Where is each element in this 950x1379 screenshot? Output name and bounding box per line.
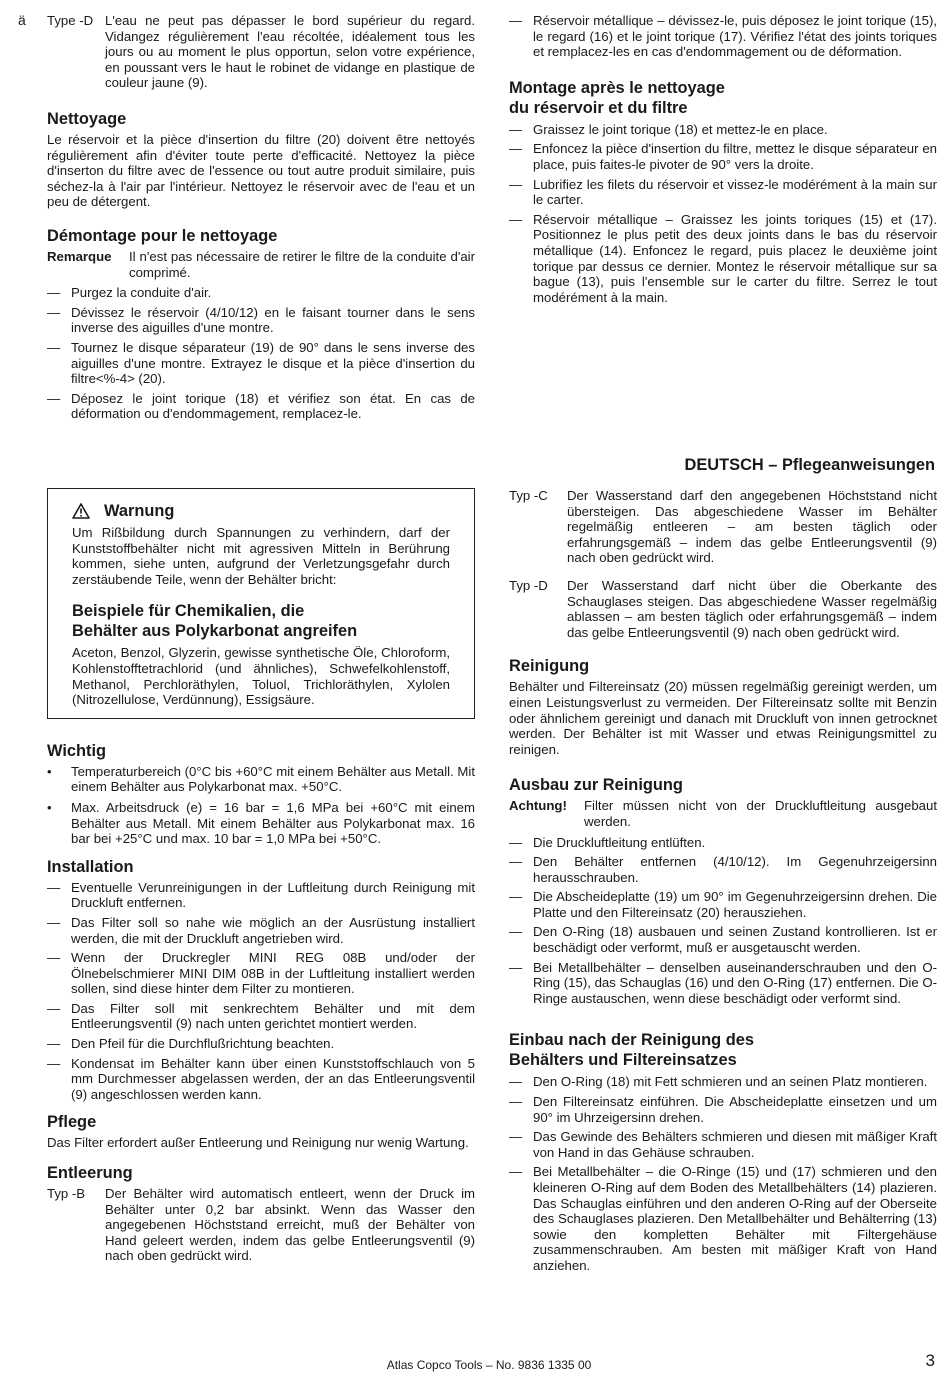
wichtig-title: Wichtig <box>47 741 107 760</box>
chemicals-text: Aceton, Benzol, Glyzerin, gewisse synthetische Öle, Chloroform, Kohlenstofftetrachlorid (und ähnliches), Schwefelkohlenstoff, Methanol, Perchloräthylen, Toluol, Trichloräthylen, Xylolen (Nitrozellulose, Verdünnung), Essigsäure. <box>72 645 450 708</box>
ausbau-title: Ausbau zur Reinigung <box>509 776 683 795</box>
list-marker: — <box>47 1055 61 1071</box>
list-marker: — <box>509 924 523 940</box>
footer: Atlas Copco Tools – No. 9836 1335 00 <box>386 1358 592 1372</box>
list-item <box>509 1164 937 1273</box>
list-item-text: Den O-Ring (18) ausbauen und seinen Zustand kontrollieren. Ist er beschädigt oder verformt, muß er ausgetauscht werden. <box>533 924 937 956</box>
remarque-text: Il n'est pas nécessaire de retirer le filtre de la conduite d'air comprimé. <box>129 248 475 280</box>
french-left-column <box>47 13 475 426</box>
list-marker: — <box>509 141 523 157</box>
list-item <box>47 800 475 847</box>
installation-list <box>47 880 475 1103</box>
list-marker: — <box>47 1000 61 1016</box>
list-item <box>509 13 937 60</box>
german-left-column <box>47 488 475 1269</box>
list-marker: • <box>47 799 52 815</box>
achtung-text: Filter müssen nicht von der Druckluftleitung ausgebaut werden. <box>584 798 937 829</box>
list-item <box>509 122 937 138</box>
list-item-text: Das Filter soll so nahe wie möglich an der Ausrüstung installiert werden, die mit der Druckluft angetrieben wird. <box>71 914 475 946</box>
einbau-title <box>509 1030 937 1070</box>
einbau-list <box>509 1074 937 1273</box>
german-type-c-label: Typ -C <box>509 488 548 503</box>
demontage-title: Démontage pour le nettoyage <box>47 226 278 245</box>
list-item-text: Réservoir métallique – Graissez les joints toriques (15) et (17). Positionnez le plus petit des deux joints dans le bas du réservoir métallique (14). Enfoncez le regard, puis placez le deuxième joint torique par dessus ce dernier. Montez le réservoir métallique sur sa bague (13), puis l'ensemble sur le carter du filtre. Serrez le tout modérément à la main. <box>533 211 937 305</box>
chemicals-title <box>72 601 450 641</box>
german-right-column <box>509 488 937 1278</box>
list-marker: — <box>509 959 523 975</box>
list-item-text: Tournez le disque séparateur (19) de 90° dans le sens inverse des aiguilles d'une montre. Extrayez le disque et la pièce d'insertion du filtre<%-4> (20). <box>71 339 475 387</box>
list-marker: — <box>47 390 61 406</box>
list-marker: — <box>509 1164 523 1180</box>
list-item <box>509 889 937 920</box>
list-item-text: Das Gewinde des Behälters schmieren und diesen mit mäßiger Kraft von Hand in das Gehäuse schrauben. <box>533 1129 937 1160</box>
pflege-title: Pflege <box>47 1113 97 1132</box>
list-item-text: Eventuelle Verunreinigungen in der Luftleitung durch Reinigung mit Druckluft entfernen. <box>71 879 475 911</box>
german-type-d-text: Der Wasserstand darf nicht über die Oberkante des Schauglases steigen. Das abgeschiedene Wasser regelmäßig ablassen – am besten täglich oder erfahrungsgemäß – indem das gelbe Entleerungsventil (9) nach oben gedrückt wird. <box>567 577 937 640</box>
list-item-text: Wenn der Druckregler MINI REG 08B und/oder der Ölnebelschmierer MINI DIM 08B in der Luftleitung installiert werden sollen, sind diese hinter dem Filter zu montieren. <box>71 950 475 997</box>
warning-text: Um Rißbildung durch Spannungen zu verhindern, darf der Kunststoffbehälter nicht mit agressiven Mitteln in Berührung kommen, siehe unten, aufgrund der Verletzungsgefahr durch zerstäubende Teile, wenn der Behälter bricht: <box>72 525 450 587</box>
list-marker: — <box>509 121 523 137</box>
list-item-text: Enfoncez la pièce d'insertion du filtre, mettez le disque séparateur en place, puis faites-le pivoter de 90° vers la droite. <box>533 141 937 172</box>
german-type-d-label: Typ -D <box>509 577 548 593</box>
list-item <box>509 141 937 172</box>
list-item-text: Graissez le joint torique (18) et mettez-le en place. <box>533 121 828 137</box>
french-right-column <box>509 13 937 309</box>
german-section-header: DEUTSCH – Pflegeanweisungen <box>684 456 935 474</box>
list-marker: — <box>509 834 523 850</box>
list-item <box>509 177 937 208</box>
german-type-c <box>509 488 937 566</box>
list-marker: — <box>47 339 61 355</box>
montage-list <box>509 122 937 306</box>
chemicals-title-line-2: Behälter aus Polykarbonat angreifen <box>72 622 358 641</box>
list-item <box>47 391 475 422</box>
list-item <box>509 1094 937 1125</box>
installation-title: Installation <box>47 857 134 876</box>
achtung-label: Achtung! <box>509 798 567 814</box>
warning-title: Warnung <box>104 502 175 520</box>
list-item <box>47 915 475 946</box>
einbau-title-line-2: Behälters und Filtereinsatzes <box>509 1051 737 1070</box>
list-item-text: Temperaturbereich (0°C bis +60°C mit einem Behälter aus Metall. Mit einem Behälter aus Polykarbonat max. +50°C. <box>71 763 475 795</box>
list-item-text: Purgez la conduite d'air. <box>71 285 212 301</box>
pflege-text: Das Filter erfordert außer Entleerung und Reinigung nur wenig Wartung. <box>47 1135 469 1151</box>
german-type-d <box>509 578 937 640</box>
list-item-text: Bei Metallbehälter – die O-Ringe (15) und (17) schmieren und den kleineren O-Ring auf dem Boden des Metallbehälters (14) plazieren. Das Schauglas einführen und den anderen O-Ring auf der Oberseite des Schauglases plazieren. Den Metallbehälter und Behälterring (13) sowie den kompletten Behälter mit Filtergehäuse zusammenschrauben. Am besten mit mäßiger Kraft von Hand anziehen. <box>533 1164 937 1273</box>
entleerung-title: Entleerung <box>47 1164 133 1183</box>
list-item <box>509 1129 937 1160</box>
list-item-text: Die Druckluftleitung entlüften. <box>533 834 706 850</box>
list-marker: — <box>509 1094 523 1110</box>
achtung-note <box>509 798 937 829</box>
reinigung-text: Behälter und Filtereinsatz (20) müssen regelmäßig gereinigt werden, um einen Leistungsverlust zu vermeiden. Der Filtereinsatz sollte mit Benzin oder ähnlichem gereinigt und danach mit Druckluft von innen getrocknet werden. Der Behälter ist mit Wasser und etwas Reinigungsmittel zu reinigen. <box>509 679 937 757</box>
list-item <box>509 924 937 955</box>
list-item-text: Kondensat im Behälter kann über einen Kunststoffschlauch von 5 mm Durchmesser abgelassen werden, der an das Entleerungsventil (9) angeschlossen werden kann. <box>71 1055 475 1102</box>
german-type-b-text: Der Behälter wird automatisch entleert, wenn der Druck im Behälter unter 0,2 bar absinkt. Wenn das Wasser den angegebenen Höchststand erreicht, muß der Behälter von Hand geleert werden, indem das gelbe Entleerungsventil (9) nach oben gedrückt wird. <box>105 1186 475 1264</box>
page-number: 3 <box>925 1351 935 1370</box>
list-item <box>509 212 937 306</box>
list-marker: — <box>509 1129 523 1145</box>
list-marker: — <box>509 176 523 192</box>
list-marker: — <box>47 1036 61 1052</box>
list-item-text: Bei Metallbehälter – denselben auseinanderschrauben und den O-Ring (15), das Schauglas (16) und den O-Ring (17) entfernen. Die O-Ringe austauschen, wenn diese beschädigt oder verformt sind. <box>533 959 937 1006</box>
list-item-text: Den Filtereinsatz einführen. Die Abscheideplatte einsetzen und um 90° im Uhrzeigersinn drehen. <box>533 1094 937 1125</box>
list-marker: — <box>509 854 523 870</box>
list-item-text: Die Abscheideplatte (19) um 90° im Gegenuhrzeigersinn drehen. Die Platte und den Filtereinsatz (20) herausziehen. <box>533 889 937 920</box>
list-item <box>47 880 475 911</box>
list-item <box>47 340 475 387</box>
list-marker: — <box>47 879 61 895</box>
list-item <box>47 1036 475 1052</box>
demontage-list <box>47 285 475 422</box>
list-marker: — <box>509 13 523 28</box>
list-marker: — <box>509 889 523 905</box>
list-marker: • <box>47 763 52 779</box>
french-type-d-label: Type -D <box>47 13 94 28</box>
list-item-text: Das Filter soll mit senkrechtem Behälter und mit dem Entleerungsventil (9) nach unten gerichtet montiert werden. <box>71 1000 475 1032</box>
list-item-text: Lubrifiez les filets du réservoir et vissez-le modérément à la main sur le carter. <box>533 176 937 208</box>
german-type-b <box>47 1186 475 1264</box>
list-item <box>509 835 937 851</box>
list-marker: — <box>47 304 61 320</box>
remarque-label: Remarque <box>47 248 112 264</box>
list-item-text: Den Pfeil für die Durchflußrichtung beachten. <box>71 1036 335 1052</box>
list-item <box>47 1001 475 1032</box>
french-right-top-list <box>509 13 937 60</box>
list-item <box>509 854 937 885</box>
einbau-title-line-1: Einbau nach der Reinigung des <box>509 1031 754 1050</box>
warning-triangle-icon <box>72 503 90 519</box>
list-item-text: Déposez le joint torique (18) et vérifiez son état. En cas de déformation ou d'endommagement, remplacez-le. <box>71 390 475 422</box>
list-item-text: Réservoir métallique – dévissez-le, puis déposez le joint torique (15), le regard (16) et le joint torique (17). Vérifiez l'état des joints toriques et remplacez-les en cas d'endommagement ou de déformation. <box>533 13 937 60</box>
warning-heading <box>72 501 450 521</box>
list-item <box>509 1074 937 1090</box>
list-item <box>47 764 475 795</box>
list-item <box>47 950 475 997</box>
list-item <box>509 960 937 1007</box>
corner-mark: ä <box>18 12 26 28</box>
list-item <box>47 305 475 336</box>
montage-title-line-1: Montage après le nettoyage <box>509 78 725 97</box>
german-type-b-label: Typ -B <box>47 1186 86 1202</box>
reinigung-title: Reinigung <box>509 657 590 676</box>
list-item-text: Dévissez le réservoir (4/10/12) en le faisant tourner dans le sens inverse des aiguilles d'une montre. <box>71 304 475 336</box>
list-marker: — <box>47 914 61 930</box>
remarque-note <box>47 249 475 280</box>
french-type-d-text: L'eau ne peut pas dépasser le bord supérieur du regard. Vidangez régulièrement l'eau récoltée, idéalement tous les jours ou au moment le plus opportun, selon votre expérience, en poussant vers le haut le robinet de vidange en plastique de couleur jaune (9). <box>105 13 475 91</box>
list-item-text: Max. Arbeitsdruck (e) = 16 bar = 1,6 MPa bei +60°C mit einem Behälter aus Metall. Mit einem Behälter aus Polykarbonat max. 16 bar bei +25°C und max. 10 bar = 1,0 MPa bei +50°C. <box>71 799 475 847</box>
list-marker: — <box>47 950 61 966</box>
list-item <box>47 285 475 301</box>
french-type-d <box>47 13 475 91</box>
ausbau-list <box>509 835 937 1007</box>
german-type-c-text: Der Wasserstand darf den angegebenen Höchststand nicht übersteigen. Das abgeschiedene Wasser im Behälter regelmäßig entleeren – am besten täglich oder erfahrungsgemäß – indem das gelbe Entleerungsventil (9) nach oben gedrückt wird. <box>567 488 937 566</box>
montage-title-line-2: du réservoir et du filtre <box>509 98 688 117</box>
list-marker: — <box>509 1074 523 1090</box>
list-item-text: Den Behälter entfernen (4/10/12). Im Gegenuhrzeigersinn herausschrauben. <box>533 854 937 885</box>
nettoyage-text: Le réservoir et la pièce d'insertion du filtre (20) doivent être nettoyés régulièrement afin d'éviter toute perte d'efficacité. Nettoyez la pièce d'inserton du filtre avec de l'essence ou tout autre produit similaire, puis séchez-la à l'air par l'intérieur. Nettoyez le réservoir avec de l'eau et un peu de détergent. <box>47 131 475 210</box>
wichtig-list <box>47 764 475 847</box>
list-marker: — <box>47 285 61 301</box>
montage-title <box>509 78 937 118</box>
nettoyage-title: Nettoyage <box>47 109 127 128</box>
list-item <box>47 1056 475 1103</box>
warning-box <box>47 488 475 719</box>
list-item-text: Den O-Ring (18) mit Fett schmieren und an seinen Platz montieren. <box>533 1074 928 1090</box>
chemicals-title-line-1: Beispiele für Chemikalien, die <box>72 602 305 621</box>
list-marker: — <box>509 211 523 227</box>
